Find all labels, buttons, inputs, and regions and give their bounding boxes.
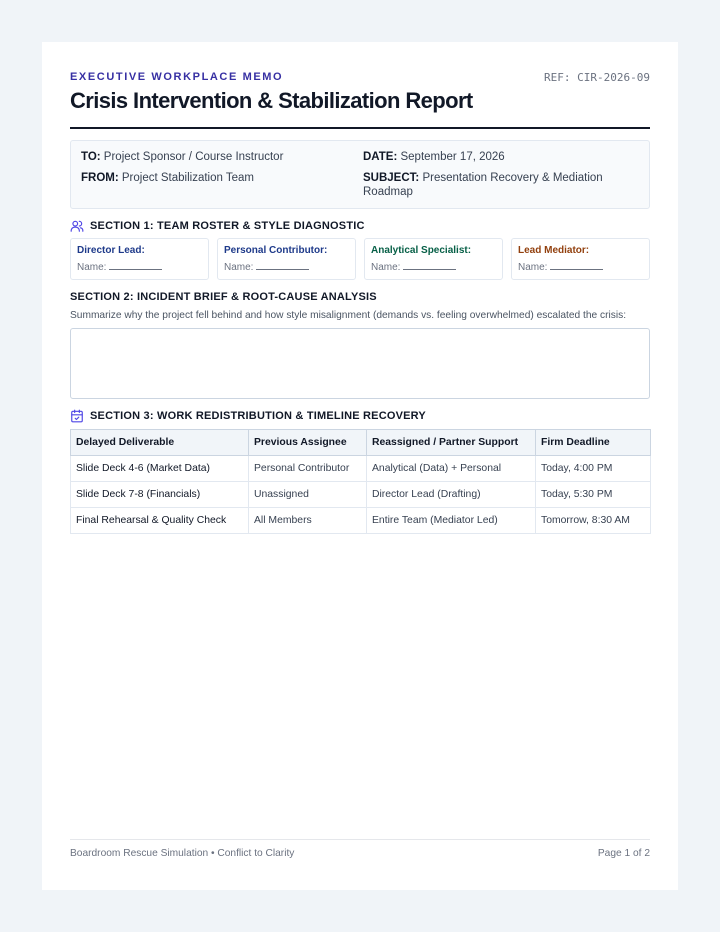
name-blank-field[interactable] [109, 261, 162, 270]
users-icon [70, 219, 84, 233]
table-cell: Analytical (Data) + Personal [367, 456, 536, 482]
table-row [71, 508, 651, 534]
incident-brief-textarea[interactable] [70, 328, 650, 399]
table-cell: Slide Deck 4-6 (Market Data) [71, 456, 249, 482]
team-roster [70, 238, 650, 280]
memo-meta-box [70, 140, 650, 209]
meta-to: TO: Project Sponsor / Course Instructor [81, 151, 284, 163]
roster-card-contributor: Personal Contributor: Name: [217, 238, 356, 280]
title-divider [70, 127, 650, 129]
name-blank-field[interactable] [403, 261, 456, 270]
table-cell: Final Rehearsal & Quality Check [71, 508, 249, 534]
table-cell: Director Lead (Drafting) [367, 482, 536, 508]
table-row [71, 482, 651, 508]
column-header: Previous Assignee [249, 430, 367, 456]
table-cell: All Members [249, 508, 367, 534]
column-header: Firm Deadline [536, 430, 651, 456]
footer-divider [70, 839, 650, 840]
memo-kicker: EXECUTIVE WORKPLACE MEMO [70, 71, 284, 83]
name-blank-field[interactable] [550, 261, 603, 270]
roster-card-analytical: Analytical Specialist: Name: [364, 238, 503, 280]
footer-left: Boardroom Rescue Simulation • Conflict to Clarity [70, 848, 295, 859]
meta-date: DATE: September 17, 2026 [363, 151, 505, 163]
table-cell: Unassigned [249, 482, 367, 508]
column-header: Reassigned / Partner Support [367, 430, 536, 456]
roster-card-director: Director Lead: Name: [70, 238, 209, 280]
section2-heading: SECTION 2: INCIDENT BRIEF & ROOT-CAUSE ANALYSIS [70, 291, 377, 303]
roster-card-mediator: Lead Mediator: Name: [511, 238, 650, 280]
section2-prompt: Summarize why the project fell behind and how style misalignment (demands vs. feeling overwhelmed) escalated the crisis: [70, 310, 627, 321]
name-blank-field[interactable] [256, 261, 309, 270]
calendar-check-icon [70, 409, 84, 423]
page-title: Crisis Intervention & Stabilization Report [70, 88, 473, 113]
table-row [71, 456, 651, 482]
column-header: Delayed Deliverable [71, 430, 249, 456]
reference-code: REF: CIR-2026-09 [544, 71, 650, 84]
table-cell: Tomorrow, 8:30 AM [536, 508, 651, 534]
page-number: Page 1 of 2 [597, 848, 650, 859]
redistribution-table [70, 429, 651, 534]
meta-from: FROM: Project Stabilization Team [81, 172, 254, 184]
table-cell: Slide Deck 7-8 (Financials) [71, 482, 249, 508]
table-cell: Today, 5:30 PM [536, 482, 651, 508]
table-cell: Entire Team (Mediator Led) [367, 508, 536, 534]
table-cell: Personal Contributor [249, 456, 367, 482]
memo-page [42, 42, 678, 890]
table-header-row [71, 430, 651, 456]
section1-heading: SECTION 1: TEAM ROSTER & STYLE DIAGNOSTIC [70, 219, 365, 233]
meta-subject: SUBJECT: Presentation Recovery & Mediation Roadmap [363, 172, 603, 198]
section3-heading: SECTION 3: WORK REDISTRIBUTION & TIMELINE RECOVERY [70, 409, 426, 423]
table-cell: Today, 4:00 PM [536, 456, 651, 482]
